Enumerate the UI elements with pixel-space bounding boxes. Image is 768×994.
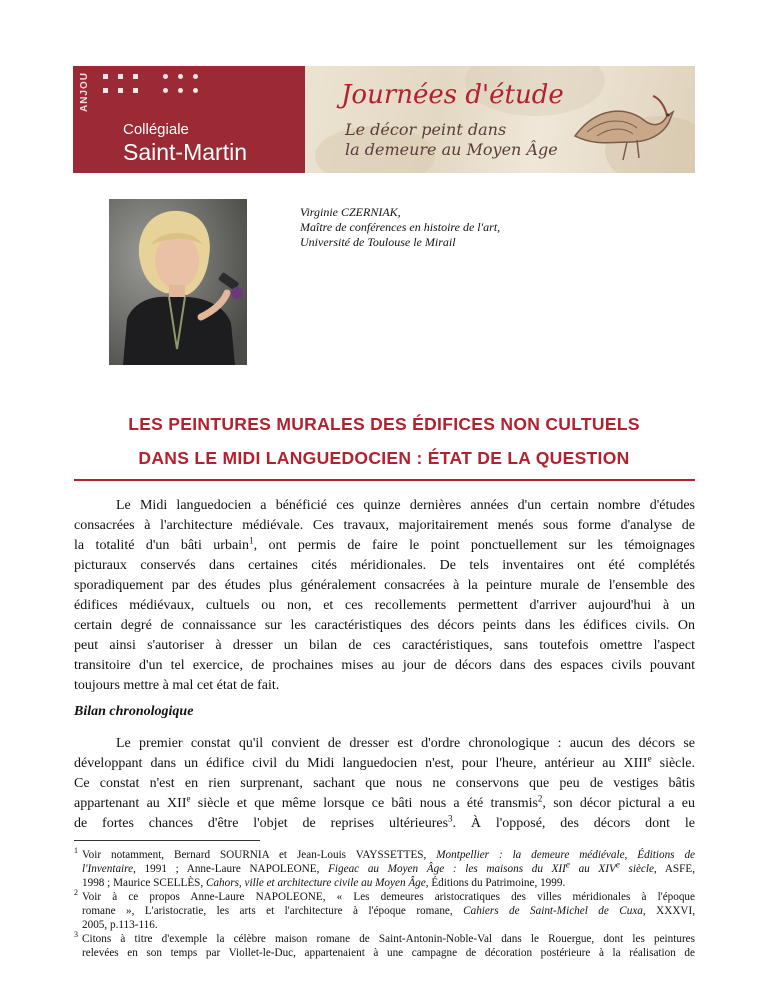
footnote-line: 2005, p.113-116.: [82, 919, 158, 931]
footnote-line: Citons à titre d'exemple la célèbre maison romane de Saint-Antonin-Noble-Val dans le Rouergue, dont les peintures: [82, 933, 695, 945]
footnote-line: Voir à ce propos Anne-Laure NAPOLEONE, « Les demeures aristocratiques des villes méridionales à l'époque: [82, 891, 695, 903]
author-institution: Université de Toulouse le Mirail: [300, 235, 456, 249]
author-role: Maître de conférences en histoire de l'art,: [300, 220, 501, 234]
article-title-line-1: LES PEINTURES MURALES DES ÉDIFICES NON CULTUELS: [128, 414, 640, 434]
intro-line: consacrées à l'architecture médiévale. Ces travaux, majoritairement menés sous forme d'analyse de: [74, 518, 695, 533]
footnote-ref: 1: [249, 535, 254, 546]
author-portrait-image: [109, 199, 247, 365]
anjou-label: ANJOU: [79, 72, 90, 113]
intro-line: sporadiquement par des études plus généralement consacrées à la peinture murale de l'ensemble des: [74, 578, 695, 593]
footnote-separator: [74, 840, 260, 841]
article-title-line-2: DANS LE MIDI LANGUEDOCIEN : ÉTAT DE LA QUESTION: [138, 448, 630, 468]
subtitle-line-1: Le décor peint dans: [345, 120, 507, 139]
section-heading: Bilan chronologique: [74, 704, 194, 719]
collegiale-label: Collégiale: [123, 121, 189, 138]
intro-line: édifices médiévaux, cultuels ou non, et ces recollements permettent d'arriver aujourd'hui à un: [74, 598, 695, 613]
intro-line: la totalité d'un bâti urbain$^1$, ont permis de faire le point ponctuellement sur les témoignages: [74, 535, 695, 553]
saint-martin-label: Saint-Martin: [123, 139, 247, 165]
footnote-line: 1998 ; Maurice SCELLÈS, Cahors, ville et architecture civile au Moyen Âge, Éditions du Patrimoine, 1999.: [82, 877, 566, 889]
footnote-number: 1: [74, 846, 78, 855]
collegiale-logo-panel: [73, 66, 305, 173]
footnote-line: Voir notamment, Bernard SOURNIA et Jean-Louis VAYSSETTES, Montpellier : la demeure médiévale, Éditions de: [82, 849, 696, 861]
footnote-ref: 2: [537, 793, 543, 804]
fresco-background: [305, 66, 695, 173]
section-line: appartenant au XIIe siècle et que même lorsque ce bâti nous a été transmis$^2$, son décor pictural a eu: [74, 793, 695, 811]
pheasant-illustration: [567, 76, 677, 166]
footnote-line: l'Inventaire, 1991 ; Anne-Laure NAPOLEONE, Figeac au Moyen Âge : les maisons du XIIe au XIVe siècle, ASFE,: [82, 859, 695, 875]
intro-line: peut ainsi s'autoriser à dresser un bilan de ces caractéristiques, sans toutefois omettre l'aspect: [74, 638, 695, 653]
title-rule: [74, 479, 695, 481]
footnote-ref: 3: [448, 813, 453, 824]
intro-line: toujours mettre à mal cet état de fait.: [74, 678, 280, 693]
author-block: [300, 205, 500, 250]
section-line: Ce constat n'est en rien surprenant, sachant que nous ne conservons que peu de vestiges bâtis: [74, 776, 695, 791]
intro-line: transitoire d'un tel exercice, de prochaines mises au jour de décors dans des espaces civils pouvant: [74, 658, 695, 673]
footnote-number: 2: [74, 888, 78, 897]
author-name: Virginie CZERNIAK,: [300, 205, 401, 219]
subtitle-line-2: la demeure au Moyen Âge: [345, 140, 558, 159]
logo-dot-pattern: [103, 74, 208, 93]
intro-line: picturaux conservés dans certaines cités méridionales. De tels inventaires ont été complétés: [74, 558, 695, 573]
section-line: développant dans un édifice civil du Midi languedocien n'est, pour l'heure, antérieur au XIIIe siècle.: [74, 753, 695, 771]
footnote-line: relevées en son temps par Viollet-le-Duc, appartenaient à une campagne de décoration postérieure à la réalisation de: [82, 947, 695, 959]
header-banner: [73, 66, 695, 173]
section-line: Le premier constat qu'il convient de dresser est d'ordre chronologique : aucun des décors se: [116, 736, 695, 751]
footnote-line: romane », L'aristocratie, les arts et l'architecture à l'époque romane, Cahiers de Saint-Michel de Cuxa, XXXVI,: [82, 905, 695, 917]
section-line: de fortes chances d'être l'objet de reprises ultérieures$^3$. À l'opposé, des décors dont le: [74, 813, 695, 831]
journees-title: Journées d'étude: [341, 80, 564, 110]
author-photo: [109, 199, 247, 365]
intro-line: Le Midi languedocien a bénéficié ces quinze dernières années d'un certain nombre d'études: [116, 498, 695, 513]
intro-line: certain degré de connaissance sur les caractéristiques des décors peints dans les édifices civils. On: [74, 618, 695, 633]
footnote-number: 3: [74, 930, 78, 939]
